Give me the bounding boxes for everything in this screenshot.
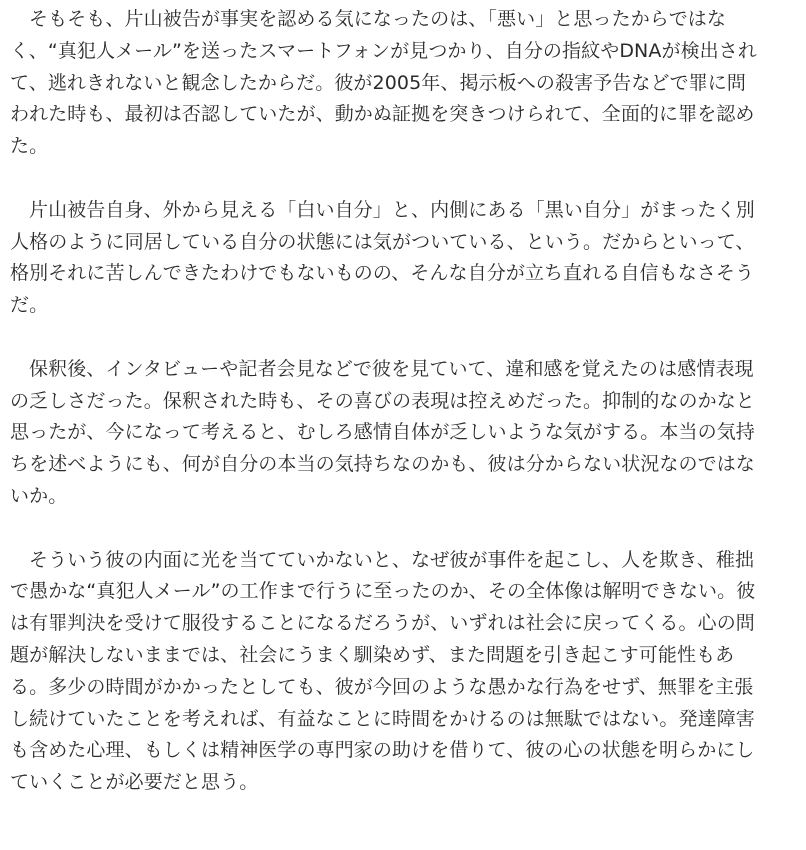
text-line: いか。: [10, 484, 68, 507]
text-line: 人格のように同居している自分の状態には気がついている、という。だからといって、: [10, 230, 755, 253]
text-line: し続けていたことを考えれば、有益なことに時間をかけるのは無駄ではない。発達障害: [10, 707, 755, 730]
paragraph-4: [10, 545, 802, 799]
text-line: 保釈後、インタビューや記者会見などで彼を見ていて、違和感を覚えたのは感情表現: [29, 357, 754, 380]
text-line: ていくことが必要だと思う。: [10, 771, 259, 794]
text-line: ちを述べようにも、何が自分の本当の気持ちなのかも、彼は分からない状況なのではな: [10, 453, 755, 476]
text-line: 題が解決しないままでは、社会にうまく馴染めず、また問題を引き起こす可能性もあ: [10, 643, 735, 666]
text-line: 格別それに苦しんできたわけでもないものの、そんな自分が立ち直れる自信もなさそう: [10, 262, 755, 285]
text-line: る。多少の時間がかかったとしても、彼が今回のような愚かな行為をせず、無罪を主張: [10, 675, 754, 698]
paragraph-2: [10, 195, 802, 322]
text-line: そういう彼の内面に光を当てていかないと、なぜ彼が事件を起こし、人を欺き、稚拙: [29, 548, 755, 571]
text-line: で愚かな“真犯人メール”の工作まで行うに至ったのか、その全体像は解明できない。彼: [10, 580, 756, 603]
text-line: た。: [10, 135, 49, 158]
text-line: の乏しさだった。保釈された時も、その喜びの表現は控えめだった。抑制的なのかなと: [10, 389, 755, 412]
article-body: [10, 4, 802, 831]
text-line: も含めた心理、もしくは精神医学の専門家の助けを借りて、彼の心の状態を明らかにし: [10, 739, 755, 762]
text-line: そもそも、片山被告が事実を認める気になったのは、「悪い」と思ったからではな: [29, 8, 727, 30]
text-line: く、“真犯人メール”を送ったスマートフォンが見つかり、自分の指紋やDNAが検出され: [10, 39, 757, 62]
text-line: は有罪判決を受けて服役することになるだろうが、いずれは社会に戻ってくる。心の問: [10, 612, 755, 635]
text-line: だ。: [10, 294, 49, 317]
paragraph-3: [10, 354, 802, 513]
paragraph-1: [10, 4, 802, 163]
text-line: われた時も、最初は否認していたが、動かぬ証拠を突きつけられて、全面的に罪を認め: [10, 103, 755, 126]
text-line: 片山被告自身、外から見える「白い自分」と、内側にある「黒い自分」がまったく別: [29, 198, 755, 221]
text-line: て、逃れきれないと観念したからだ。彼が2005年、掲示板への殺害予告などで罪に問: [10, 71, 746, 94]
text-line: 思ったが、今になって考えると、むしろ感情自体が乏しいような気がする。本当の気持: [10, 421, 755, 444]
